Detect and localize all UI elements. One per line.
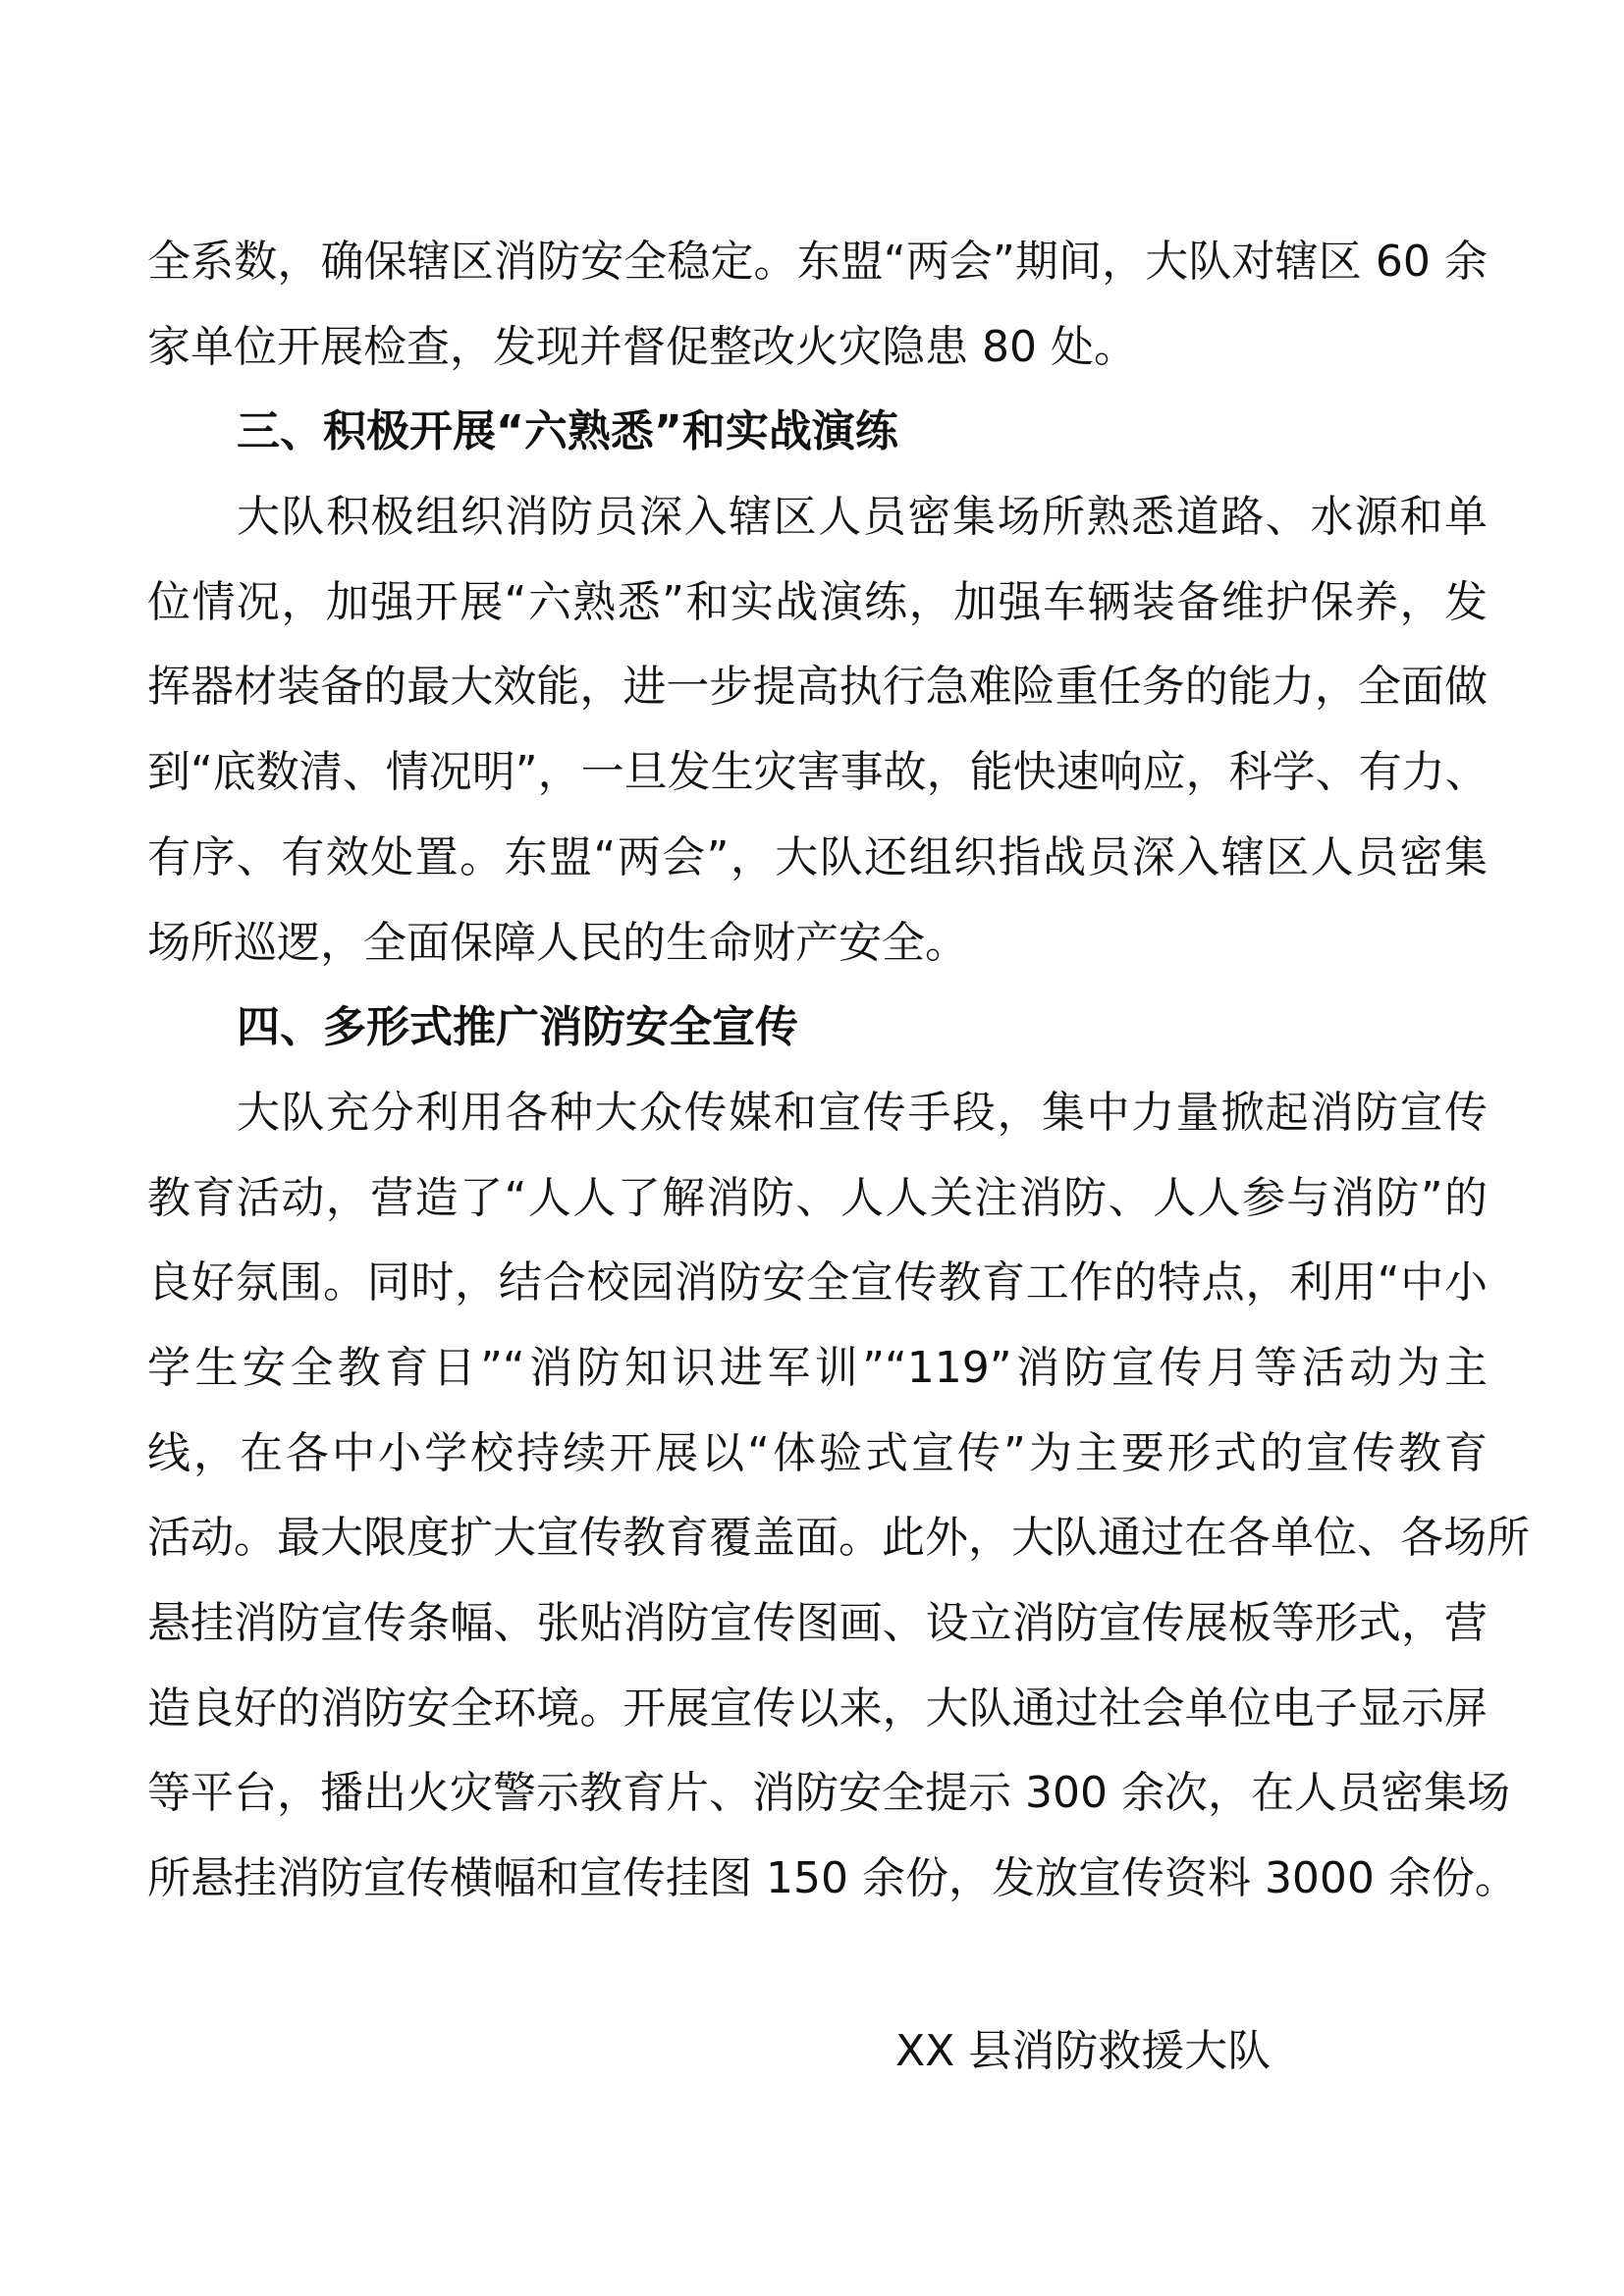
paragraph	[147, 1071, 1530, 1922]
text-line: 位情况，加强开展“六熟悉”和实战演练，加强车辆装备维护保养，发	[147, 576, 1488, 627]
text-line: 四、多形式推广消防安全宣传	[237, 1002, 798, 1053]
text-line: 大队充分利用各种大众传媒和宣传手段，集中力量掀起消防宣传	[237, 1087, 1488, 1138]
text-line: 大队积极组织消防员深入辖区人员密集场所熟悉道路、水源和单	[237, 492, 1488, 543]
text-line: 教育活动，营造了“人人了解消防、人人关注消防、人人参与消防”的	[147, 1172, 1488, 1223]
text-line: 全系数，确保辖区消防安全稳定。东盟“两会”期间，大队对辖区 60 余	[147, 237, 1488, 287]
text-line: 活动。最大限度扩大宣传教育覆盖面。此外，大队通过在各单位、各场所	[147, 1513, 1530, 1564]
text-line: 有序、有效处置。东盟“两会”，大队还组织指战员深入辖区人员密集	[147, 831, 1488, 882]
text-line: 挥器材装备的最大效能，进一步提高执行急难险重任务的能力，全面做	[147, 662, 1488, 713]
section-heading	[147, 390, 1488, 475]
text-line: 悬挂消防宣传条幅、张贴消防宣传图画、设立消防宣传展板等形式，营	[147, 1598, 1488, 1648]
section-heading	[147, 986, 1488, 1071]
document-body	[147, 220, 1530, 1922]
text-line: 线，在各中小学校持续开展以“体验式宣传”为主要形式的宣传教育	[147, 1427, 1488, 1478]
text-line: 造良好的消防安全环境。开展宣传以来，大队通过社会单位电子显示屏	[147, 1682, 1488, 1734]
text-line: 良好氛围。同时，结合校园消防安全宣传教育工作的特点，利用“中小	[147, 1257, 1488, 1308]
text-line: 到“底数清、情况明”，一旦发生灾害事故，能快速响应，科学、有力、	[147, 747, 1489, 798]
text-line: 场所巡逻，全面保障人民的生命财产安全。	[147, 917, 968, 968]
paragraph	[147, 475, 1488, 986]
text-line: 三、积极开展“六熟悉”和实战演练	[237, 406, 898, 457]
text-line: 等平台，播出火灾警示教育片、消防安全提示 300 余次，在人员密集场	[147, 1768, 1510, 1819]
text-line: 所悬挂消防宣传横幅和宣传挂图 150 余份，发放宣传资料 3000 余份。	[147, 1853, 1518, 1904]
text-line: 学生安全教育日”“消防知识进军训”“119”消防宣传月等活动为主	[147, 1342, 1488, 1393]
paragraph	[147, 220, 1488, 390]
signature-organization: XX 县消防救援大队	[895, 2026, 1272, 2076]
text-line: 家单位开展检查，发现并督促整改火灾隐患 80 处。	[147, 321, 1137, 372]
